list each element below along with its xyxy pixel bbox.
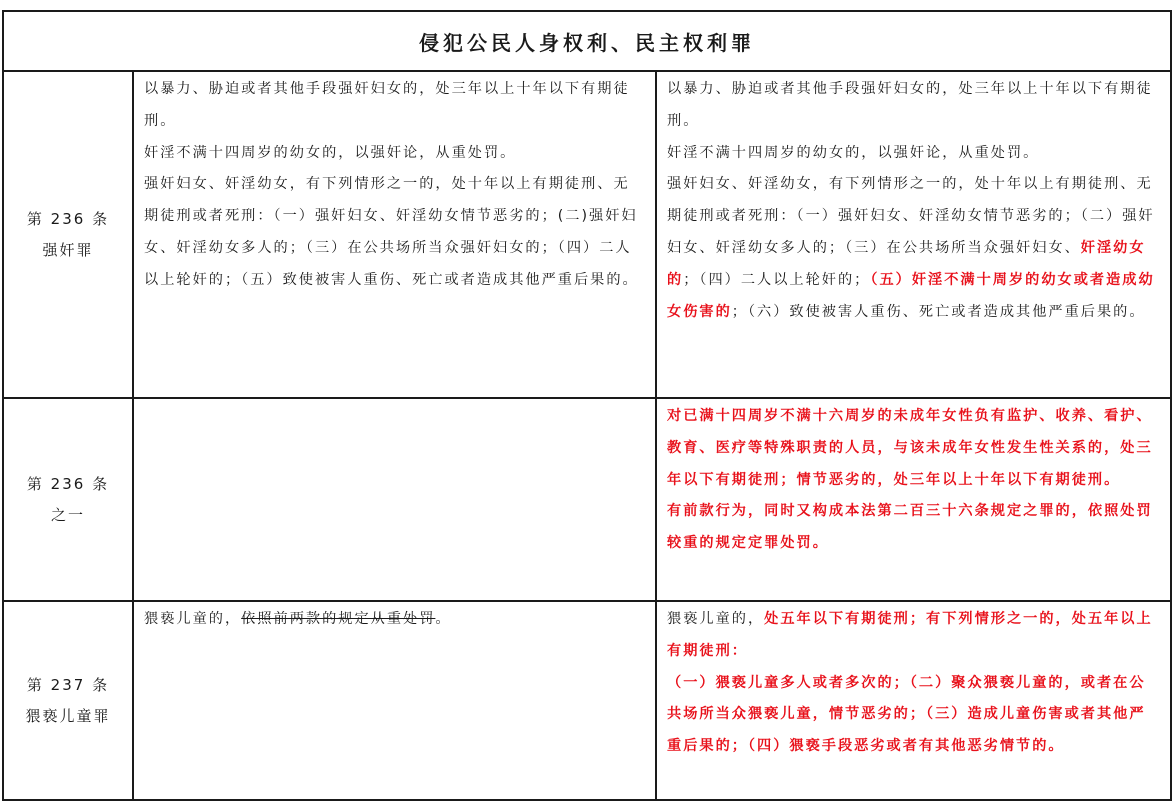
paragraph: 奸淫不满十四周岁的幼女的，以强奸论，从重处罚。: [144, 144, 517, 161]
added-text: （五）奸淫不满十周岁的幼女或者造成幼女伤害的: [667, 271, 1155, 320]
article-name: 猥亵儿童罪: [25, 707, 111, 725]
row-236-old-text: [132, 70, 655, 397]
paragraph: 强奸妇女、奸淫幼女，有下列情形之一的，处十年以上有期徒刑、无期徒刑或者死刑：（一）强奸妇女、奸淫幼女情节恶劣的；(二)强奸妇女、奸淫幼女多人的；（三）在公共场所当众强奸妇女的；（四）二人以上轮奸的；（五）致使被害人重伤、死亡或者造成其他严重后果的。: [144, 176, 639, 288]
added-paragraph: 对已满十四周岁不满十六周岁的未成年女性负有监护、收养、看护、教育、医疗等特殊职责的人员，与该未成年女性发生性关系的，处三年以下有期徒刑；情节恶劣的，处三年以上十年以下有期徒刑。: [667, 408, 1153, 488]
article-name: 强奸罪: [42, 240, 94, 259]
paragraph: [144, 604, 645, 636]
added-text: 奸淫幼女的: [667, 239, 1146, 288]
row-237-old-text: [132, 600, 655, 800]
row-236-1-old-text: [132, 397, 655, 600]
paragraph: 奸淫不满十四周岁的幼女的，以强奸论，从重处罚。: [667, 144, 1040, 161]
row-236-1-label: [2, 397, 132, 600]
row-236-new-text: [655, 70, 1172, 397]
text-span: 。: [435, 611, 452, 627]
text-span: 强奸妇女、奸淫幼女，有下列情形之一的，处十年以上有期徒刑、无期徒刑或者死刑：（一）强奸妇女、奸淫幼女情节恶劣的；（二）强奸妇女、奸淫幼女多人的；（三）在公共场所当众强奸妇女、: [667, 176, 1155, 256]
text-span: ；（六）致使被害人重伤、死亡或者造成其他严重后果的。: [731, 303, 1146, 320]
added-text: 处五年以下有期徒刑；有下列情形之一的，处五年以上有期徒刑：: [667, 611, 1153, 659]
article-number: 第 236 条: [26, 474, 110, 493]
deleted-text: 依照前两款的规定从重处罚: [241, 611, 436, 627]
paragraph: 以暴力、胁迫或者其他手段强奸妇女的，处三年以上十年以下有期徒刑。: [144, 81, 630, 129]
added-paragraph: （一）猥亵儿童多人或者多次的；（二）聚众猥亵儿童的，或者在公共场所当众猥亵儿童，情节恶劣的；（三）造成儿童伤害或者其他严重后果的；（四）猥亵手段恶劣或者有其他恶劣情节的。: [667, 674, 1146, 755]
paragraph: 以暴力、胁迫或者其他手段强奸妇女的，处三年以上十年以下有期徒刑。: [667, 81, 1153, 129]
paragraph: [667, 604, 1160, 668]
text-span: 猥亵儿童的，: [667, 611, 765, 627]
text-span: 猥亵儿童的，: [144, 611, 242, 627]
table-bottom-border: [2, 799, 1172, 801]
row-237-new-text: [655, 600, 1172, 800]
article-number: 第 236 条: [26, 209, 110, 228]
article-number: 第 237 条: [26, 676, 110, 694]
row-236-label: [2, 70, 132, 397]
table-title: 侵犯公民人身权利、民主权利罪: [2, 10, 1172, 70]
row-236-1-new-text: [655, 397, 1172, 600]
article-name: 之一: [50, 505, 85, 524]
row-237-label: [2, 600, 132, 800]
added-paragraph: 有前款行为，同时又构成本法第二百三十六条规定之罪的，依照处罚较重的规定定罪处罚。: [667, 503, 1153, 552]
text-span: ；（四）二人以上轮奸的；: [683, 271, 871, 288]
paragraph: [667, 169, 1160, 328]
